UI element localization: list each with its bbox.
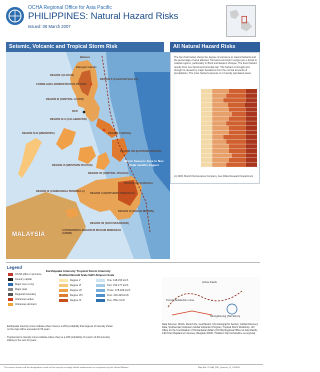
label-central-luzon: REGION III (CENTRAL LUZON)	[46, 98, 84, 101]
label-davao: REGION XI (DAVAO REGION)	[118, 210, 154, 213]
label-ilocos: REGION I (ILOCOS)	[50, 74, 75, 77]
chart-bar-segment	[212, 126, 229, 130]
chart-bar-segment	[212, 112, 232, 116]
label-mimaropa: REGION IV-B (MIMAROPA)	[22, 132, 55, 135]
map-panel-title: Seismic, Volcanic and Tropical Storm Risk	[9, 43, 118, 50]
chart-bar-segment	[229, 126, 246, 130]
eq-label-vii: Degree VII	[70, 289, 82, 292]
chart-bar-segment	[228, 103, 245, 107]
legend-ocha-office-symbol	[8, 273, 13, 276]
chart-bar-segment	[212, 144, 229, 148]
data-credits: Data Sources: NOAA, Munich Re, GeoHazard, UN Cartographic Section, Global Discovery Data, Smithsonian Institution Global Volcanism Program, Tropical Storm Workshop. UN Office for the Coordination of Humanitarian Affairs (OCHA) Regional Office for Asia Pacific, 14th Floor Rajdamnern Avenue, Bangkok 10200, Thailand. http://ochaonline.un.org/roap	[162, 323, 259, 336]
label-caraga: REGION XIII (CARAGA)	[124, 182, 153, 185]
eq-swatch-vi	[59, 284, 68, 287]
chart-bar-segment	[201, 121, 212, 125]
label-cagayan: REGION II (CAGAYAN VALLEY)	[100, 78, 139, 81]
hazard-bar-chart	[171, 87, 261, 173]
chart-bar-segment	[201, 135, 212, 139]
chart-bar-segment	[201, 112, 212, 116]
eq-label-ix: Degree IX	[70, 299, 82, 302]
chart-bar-segment	[246, 89, 257, 93]
hazard-panel-header	[170, 42, 260, 52]
chart-bar-segment	[246, 144, 257, 148]
legend-boundary-symbol	[8, 293, 13, 296]
chart-bar-segment	[226, 140, 246, 144]
legend-volcano-dormant-symbol	[8, 303, 13, 306]
earthquake-note: Earthquake intensity zones indicate where there is a 20% probability that degrees of intensity shown on the map will be exceeded in 50 years.	[7, 325, 113, 331]
chart-bar-segment	[212, 158, 229, 162]
chart-bar-segment	[212, 103, 228, 107]
chart-bar-segment	[223, 98, 245, 102]
header	[0, 0, 263, 40]
chart-bar-segment	[201, 153, 212, 157]
chart-bar-segment	[212, 135, 223, 139]
chart-bar-segment	[246, 94, 257, 98]
legend-volcano-active-symbol	[8, 298, 13, 301]
hazard-chart-source: (c) 2006, Munich Reinsurance Company, Geo Risks Research Department	[174, 175, 254, 178]
storm-swatch-one	[96, 279, 105, 282]
chart-bar-segment	[245, 103, 257, 107]
legend-title: Legend	[7, 265, 22, 270]
storm-swatch-five	[96, 299, 105, 302]
legend-item-river: Major river or city	[15, 283, 35, 286]
label-calabarzon: REGION IV-A (CALABARZON)	[50, 118, 87, 121]
chart-bar-segment	[229, 107, 246, 111]
chart-bar-segment	[201, 163, 212, 167]
label-ncr: NCR	[72, 110, 78, 113]
chart-bar-segment	[201, 117, 212, 121]
chart-bar-segment	[201, 98, 212, 102]
capital-manila-marker	[83, 111, 86, 114]
legend-item-capital: Country capital	[15, 278, 32, 281]
legend-road-symbol	[8, 288, 13, 291]
chart-bar-segment	[201, 130, 212, 134]
hazard-chart-panel	[170, 52, 260, 184]
chart-bar-segment	[201, 103, 212, 107]
map-panel-header	[6, 42, 164, 52]
chart-bar-segment	[212, 107, 229, 111]
chart-bar-segment	[201, 89, 212, 93]
chart-bar-segment	[246, 126, 257, 130]
chart-bar-segment	[229, 158, 246, 162]
chart-bar-segment	[246, 117, 257, 121]
chart-bar-segment	[229, 149, 246, 153]
chart-bar-segment	[223, 135, 245, 139]
intensity-heading: Earthquake Intensity Tropical Storm Intensity	[46, 269, 111, 273]
eq-label-vi: Degree VI	[70, 284, 82, 287]
chart-bar-segment	[226, 163, 246, 167]
storm-label-one: One: 118-153 km/h	[107, 279, 129, 282]
eq-swatch-v	[59, 279, 68, 282]
hazard-map-canvas	[6, 52, 170, 259]
label-eastern-visayas: REGION VIII (EASTERN VISAYAS)	[120, 150, 162, 153]
chart-bar-segment	[246, 158, 257, 162]
chart-bar-segment	[212, 153, 232, 157]
chart-bar-segment	[229, 89, 246, 93]
eq-swatch-ix	[59, 299, 68, 302]
label-cordillera: CORDILLERA ADMINISTRATIVE REGION	[36, 83, 87, 86]
chart-bar-segment	[229, 130, 246, 134]
label-armm: AUTONOMOUS REGION IN MUSLIM MINDANAO (ARMM)	[62, 229, 122, 236]
chart-bar-segment	[212, 130, 229, 134]
chart-bar-segment	[246, 112, 257, 116]
storm-swatch-two	[96, 284, 105, 287]
footer-map-ref: Map Ref: OCHA_PHL_Hazard_v1_070308	[198, 366, 240, 369]
chart-bar-segment	[226, 94, 246, 98]
chart-bar-segment	[212, 98, 223, 102]
storm-label-three: Three: 178-209 km/h	[107, 289, 131, 292]
legend-item-volcano-dormant: Volcanoes dormant	[15, 303, 37, 306]
label-northern-mindanao: REGION X (NORTHERN MINDANAO)	[90, 192, 135, 195]
chart-bar-segment	[246, 130, 257, 134]
hazard-map	[6, 52, 170, 259]
storm-swatch-four	[96, 294, 105, 297]
chart-bar-segment	[201, 140, 212, 144]
chart-bar-segment	[212, 89, 229, 93]
label-central-visayas: REGION VII (CENTRAL VISAYAS)	[88, 172, 129, 175]
chart-bar-segment	[229, 144, 246, 148]
issued-date: Issued: 08 March 2007	[28, 24, 71, 29]
chart-bar-segment	[246, 135, 257, 139]
chart-bar-segment	[246, 153, 257, 157]
legend-inset	[162, 277, 260, 321]
inset-label-strengthening: Strengthening (Tail Storm)	[210, 315, 241, 318]
chart-bar-segment	[246, 98, 257, 102]
label-western-visayas: REGION VI (WESTERN VISAYAS)	[52, 164, 93, 167]
eq-label-viii: Degree VIII	[70, 294, 83, 297]
chart-bar-segment	[201, 107, 212, 111]
storm-note: Tropical storm intensity zones indicate where there is a 10% probability of a storm of this intensity striking in the next 10 years.	[7, 336, 110, 342]
legend-river-symbol	[8, 283, 13, 286]
map-title: PHILIPPINES: Natural Hazard Risks	[28, 11, 179, 22]
hazard-panel-title: All Natural Hazard Risks	[173, 43, 236, 50]
storm-swatch-three	[96, 289, 105, 292]
eq-label-v: Degree V	[70, 279, 81, 282]
chart-bar-segment	[212, 117, 229, 121]
chart-bar-segment	[212, 149, 229, 153]
chart-bar-segment	[212, 121, 226, 125]
eq-swatch-viii	[59, 294, 68, 297]
chart-bar-segment	[246, 163, 257, 167]
chart-bar-segment	[226, 121, 246, 125]
intensity-subheading: Modified Mercalli Scale Saffir-Simpson Scale	[59, 274, 115, 277]
storm-label-four: Four: 210-249 km/h	[107, 294, 129, 297]
legend-item-road: Major road	[15, 288, 27, 291]
legend-capital-symbol	[8, 278, 13, 281]
organization-name: OCHA Regional Office for Asia Pacific	[28, 5, 112, 11]
chart-bar-segment	[246, 121, 257, 125]
chart-bar-segment	[201, 126, 212, 130]
locator-map	[226, 5, 256, 37]
chart-bar-segment	[212, 94, 226, 98]
chart-bar-segment	[232, 153, 246, 157]
storm-label-five: Five: 250+ km/h	[107, 299, 125, 302]
label-soccsksargen: REGION XII (SOCCSKSARGEN)	[90, 222, 129, 225]
chart-bar-segment	[232, 112, 246, 116]
label-malaysia: MALAYSIA	[12, 232, 46, 238]
chart-bar-segment	[246, 107, 257, 111]
storm-label-two: Two: 154-177 km/h	[107, 284, 129, 287]
eq-swatch-vii	[59, 289, 68, 292]
label-babuyan: Babuyan Islands	[76, 66, 97, 69]
legend-item-ocha-office: OCHA office in province	[15, 273, 42, 276]
chart-bar-segment	[201, 149, 212, 153]
chart-bar-segment	[201, 144, 212, 148]
inset-label-trench: Trench/Subduction zone	[166, 299, 195, 302]
chart-bar-segment	[201, 94, 212, 98]
legend-panel	[6, 262, 260, 358]
legend-item-volcano-active: Volcanoes active	[15, 298, 34, 301]
hazard-chart-description: The bar chart below shows the degree of exposure to natural hazards and the percentage of area affected. Tsunamis and storm surges are a threat to coastal regions, particularly in Bicol and Eastern Visayas. The flood hazard results from river flood and torrential rain. The hazard of drought and drought is caused by major deviations from the normal amounts of precipitation. The most hazard exposure is in heavily populated areas.	[174, 56, 257, 76]
chart-bar-segment	[201, 158, 212, 162]
chart-bar-segment	[229, 117, 246, 121]
footer	[0, 364, 263, 372]
chart-bar-segment	[212, 163, 226, 167]
footer-disclaimer: The names shown and the designations used on this map do not imply official endorsement or acceptance by the United Nations.	[4, 366, 129, 369]
storm-season-callout: Storm Season: June to Nov Peak months August	[124, 159, 164, 167]
inset-label-active-faults: Active Faults	[202, 281, 217, 284]
label-bicol: REGION V (BICOL)	[108, 132, 132, 135]
legend-item-boundary: Regional boundary	[15, 293, 36, 296]
chart-bar-segment	[246, 140, 257, 144]
label-zamboanga: REGION IX (ZAMBOANGA PENINSULA)	[36, 190, 85, 193]
chart-bar-segment	[212, 140, 226, 144]
ocha-logo-icon	[5, 6, 25, 26]
label-batanes: Batanes	[80, 56, 91, 59]
chart-bar-segment	[246, 149, 257, 153]
